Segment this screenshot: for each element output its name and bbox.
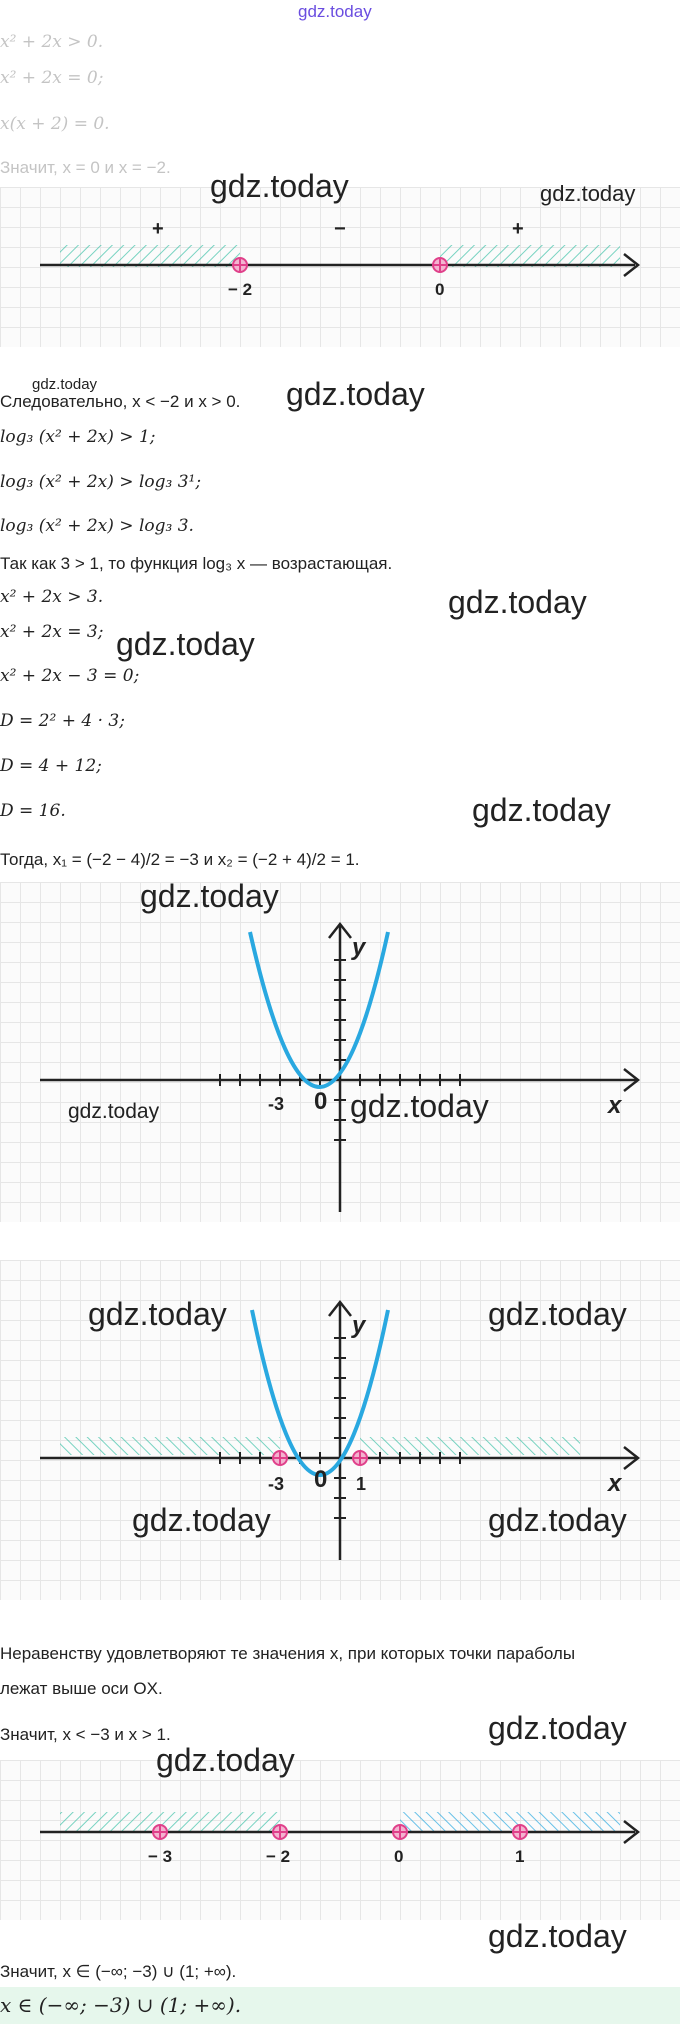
number-line-diagram-3 [0,1760,680,1920]
watermark: gdz.today [156,1742,295,1778]
text-line-13: D = 2² + 4 · 3; [0,711,125,731]
text-line-19: Значит, x < −3 и x > 1. [0,1725,171,1744]
number-line-diagram-1 [0,187,680,347]
text-line-17: Неравенству удовлетворяют те значения x, при которых точки параболы [0,1644,576,1663]
watermark: gdz.today [448,584,587,620]
text-line-16: Тогда, x₁ = (−2 − 4)/2 = −3 и x₂ = (−2 + 4)/2 = 1. [0,850,360,869]
watermark: gdz.today [88,1296,227,1332]
point-label-zero: 0 [394,1847,404,1866]
text-line-11: x² + 2x = 3; [0,622,104,642]
answer-text: x ∈ (−∞; −3) ∪ (1; +∞). [0,1993,242,2017]
point-one [513,1825,527,1839]
watermark: gdz.today [350,1088,489,1124]
text-line-12: x² + 2x − 3 = 0; [0,666,140,686]
sign-right: + [512,218,524,240]
text-line-20: Значит, x ∈ (−∞; −3) ∪ (1; +∞). [0,1962,237,1981]
watermark: gdz.today [68,1100,160,1123]
watermark: gdz.today [488,1502,627,1538]
point-minus-3 [153,1825,167,1839]
y-axis-label: y [352,934,366,961]
text-line-18: лежат выше оси OX. [0,1679,163,1698]
root-label: -3 [268,1094,285,1114]
point-label-minus-3: − 3 [148,1847,173,1866]
point-minus-3 [273,1451,287,1465]
faded-line-1: x² + 2x > 0. [0,32,104,52]
watermark: gdz.today [488,1296,627,1332]
hatch-left [60,1812,280,1832]
watermark: gdz.today [488,1710,627,1746]
faded-line-4: Значит, x = 0 и x = −2. [0,158,171,177]
watermark: gdz.today [210,168,349,204]
point-zero [393,1825,407,1839]
root-label-right: 1 [356,1474,367,1494]
faded-line-2: x² + 2x = 0; [0,68,104,88]
point-minus-2 [233,258,247,272]
text-line-10: x² + 2x > 3. [0,587,104,607]
point-minus-2 [273,1825,287,1839]
text-line-8: log₃ (x² + 2x) > log₃ 3. [0,516,194,536]
hatch-right [400,1812,620,1832]
hatch-right [360,1437,580,1455]
text-line-9: Так как 3 > 1, то функция log₃ x — возрастающая. [0,554,393,573]
text-line-15: D = 16. [0,801,66,821]
origin-label: 0 [314,1088,328,1115]
point-one [353,1451,367,1465]
point-label-minus-2: − 2 [266,1847,291,1866]
point-label-minus-2: − 2 [228,280,253,299]
watermark: gdz.today [32,376,98,393]
text-line-5: Следовательно, x < −2 и x > 0. [0,392,241,411]
hatch-right [440,245,620,267]
watermark: gdz.today [286,376,425,412]
parabola-graph-1 [0,882,680,1222]
parabola [250,932,388,1087]
faded-line-3: x(x + 2) = 0. [0,114,110,134]
watermark: gdz.today [472,792,611,828]
root-label-left: -3 [268,1474,285,1494]
y-axis-label: y [352,1312,366,1339]
watermark: gdz.today [540,181,636,206]
point-label-one: 1 [515,1847,525,1866]
sign-left: + [152,218,164,240]
watermark: gdz.today [140,878,279,914]
text-line-6: log₃ (x² + 2x) > 1; [0,427,156,447]
watermark: gdz.today [132,1502,271,1538]
answer-box [0,1987,680,2024]
x-axis-label: x [608,1092,622,1119]
origin-label: 0 [314,1466,328,1493]
text-line-14: D = 4 + 12; [0,756,102,776]
x-axis-label: x [608,1470,622,1497]
watermark: gdz.today [116,626,255,662]
watermark: gdz.today [488,1918,627,1954]
hatch-left [60,245,240,267]
text-line-7: log₃ (x² + 2x) > log₃ 3¹; [0,472,202,492]
hatch-left [60,1437,280,1455]
sign-middle: − [334,218,346,240]
watermark-top: gdz.today [298,2,372,21]
point-label-zero: 0 [435,280,445,299]
point-zero [433,258,447,272]
